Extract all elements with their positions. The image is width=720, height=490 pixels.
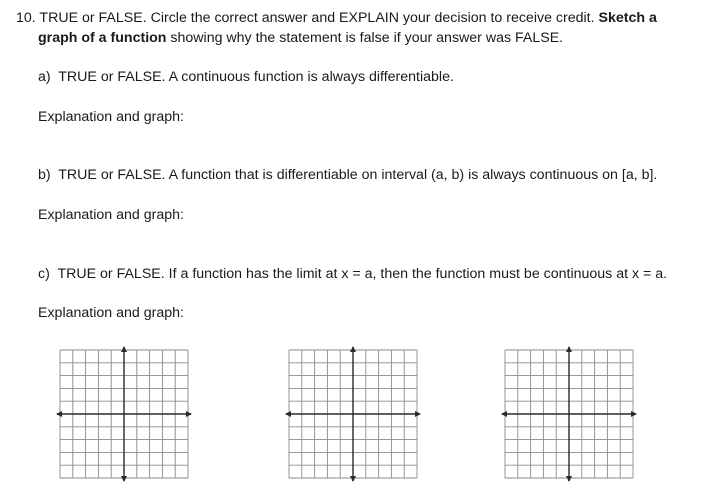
graph-grid-3[interactable] xyxy=(501,346,637,482)
part-a-choices[interactable]: TRUE or FALSE. xyxy=(58,69,166,85)
part-b-statement xyxy=(38,167,657,183)
part-a-answer-prompt: Explanation and graph: xyxy=(38,109,184,125)
part-c-choices[interactable]: TRUE or FALSE. xyxy=(57,266,165,282)
y-axis-arrow-bottom xyxy=(121,476,127,482)
part-b-label: b) xyxy=(38,167,51,183)
x-axis-arrow-left xyxy=(501,411,507,417)
instructions-bold-sketch: Sketch a xyxy=(598,10,657,26)
question-number: 10. xyxy=(16,10,36,26)
part-c-statement xyxy=(38,266,667,282)
part-a-label: a) xyxy=(38,69,51,85)
part-b-answer-prompt: Explanation and graph: xyxy=(38,207,184,223)
part-c-text: If a function has the limit at x = a, then the function must be continuous at x = a. xyxy=(168,266,668,282)
x-axis-arrow-left xyxy=(285,411,291,417)
instructions-text: TRUE or FALSE. Circle the correct answer and EXPLAIN your decision to receive credit. xyxy=(39,10,595,26)
y-axis-arrow-bottom xyxy=(350,476,356,482)
part-c-label: c) xyxy=(38,266,50,282)
instructions-text-2: showing why the statement is false if your answer was FALSE. xyxy=(170,30,564,46)
coordinate-grid-2[interactable] xyxy=(285,346,421,482)
x-axis-arrow-right xyxy=(186,411,192,417)
part-a-statement xyxy=(38,69,454,85)
x-axis-arrow-left xyxy=(56,411,62,417)
part-a-text: A continuous function is always differentiable. xyxy=(168,69,454,85)
graph-grid-1[interactable] xyxy=(56,346,192,482)
part-b-choices[interactable]: TRUE or FALSE. xyxy=(58,167,166,183)
x-axis-arrow-right xyxy=(631,411,637,417)
part-b-text: A function that is differentiable on interval (a, b) is always continuous on [a, b]. xyxy=(168,167,658,183)
question-header-line1 xyxy=(16,10,657,26)
question-header-line2 xyxy=(38,30,563,46)
part-c-answer-prompt: Explanation and graph: xyxy=(38,305,184,321)
y-axis-arrow-top xyxy=(350,346,356,352)
y-axis-arrow-top xyxy=(566,346,572,352)
graph-grid-2[interactable] xyxy=(285,346,421,482)
y-axis-arrow-top xyxy=(121,346,127,352)
coordinate-grid-3[interactable] xyxy=(501,346,637,482)
instructions-bold-graph: graph of a function xyxy=(38,30,167,46)
x-axis-arrow-right xyxy=(415,411,421,417)
coordinate-grid-1[interactable] xyxy=(56,346,192,482)
y-axis-arrow-bottom xyxy=(566,476,572,482)
